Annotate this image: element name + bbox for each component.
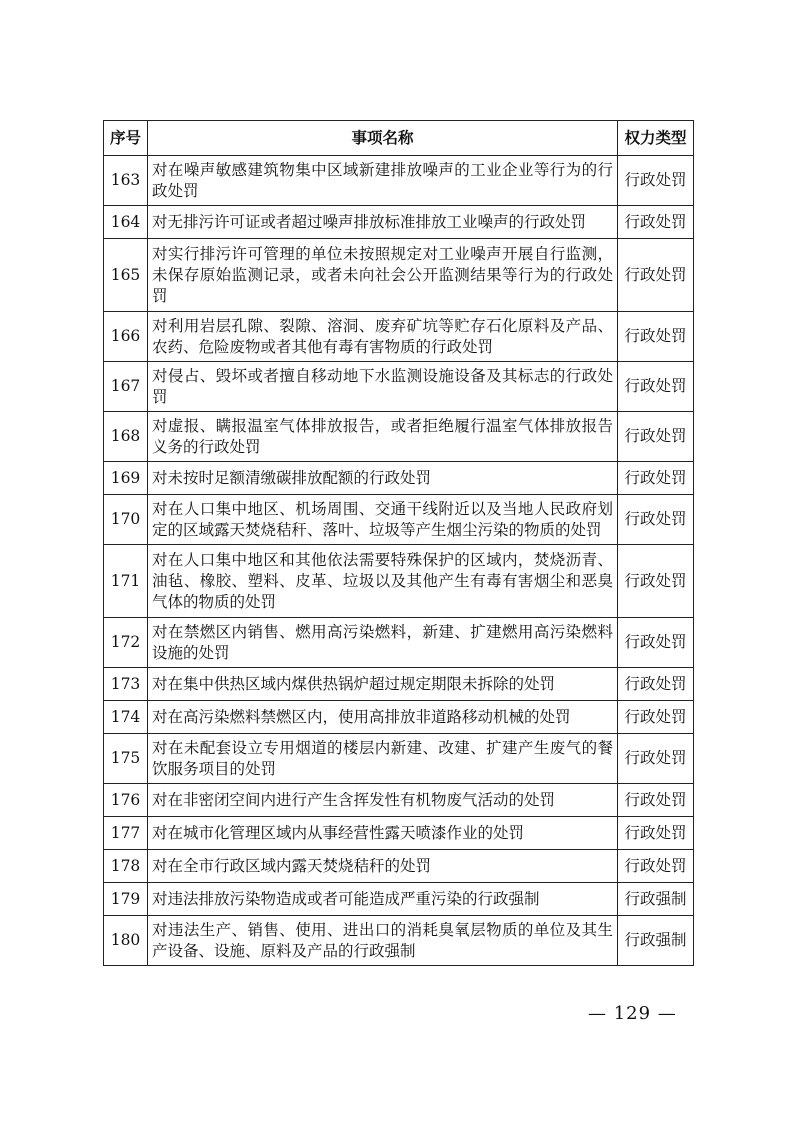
row-item-name: 对实行排污许可管理的单位未按照规定对工业噪声开展自行监测，未保存原始监测记录，或者未向社会公开监测结果等行为的行政处罚 (148, 239, 618, 312)
row-number: 175 (104, 734, 148, 784)
row-power-type: 行政处罚 (618, 701, 694, 734)
row-number: 178 (104, 850, 148, 883)
table-row (104, 412, 694, 462)
row-item-name: 对违法排放污染物造成或者可能造成严重污染的行政强制 (148, 883, 618, 916)
row-item-name: 对虚报、瞒报温室气体排放报告，或者拒绝履行温室气体排放报告义务的行政处罚 (148, 412, 618, 462)
row-number: 176 (104, 784, 148, 817)
row-number: 180 (104, 916, 148, 966)
row-item-name: 对无排污许可证或者超过噪声排放标准排放工业噪声的行政处罚 (148, 206, 618, 239)
row-number: 170 (104, 495, 148, 545)
table-row (104, 362, 694, 412)
header-name: 事项名称 (148, 121, 618, 156)
table-row (104, 206, 694, 239)
row-number: 171 (104, 545, 148, 618)
row-power-type: 行政处罚 (618, 850, 694, 883)
row-power-type: 行政处罚 (618, 618, 694, 668)
row-number: 164 (104, 206, 148, 239)
row-item-name: 对在未配套设立专用烟道的楼层内新建、改建、扩建产生废气的餐饮服务项目的处罚 (148, 734, 618, 784)
row-number: 165 (104, 239, 148, 312)
row-item-name: 对在城市化管理区域内从事经营性露天喷漆作业的处罚 (148, 817, 618, 850)
row-item-name: 对在禁燃区内销售、燃用高污染燃料，新建、扩建燃用高污染燃料设施的处罚 (148, 618, 618, 668)
row-item-name: 对在人口集中地区、机场周围、交通干线附近以及当地人民政府划定的区域露天焚烧秸秆、落叶、垃圾等产生烟尘污染的物质的处罚 (148, 495, 618, 545)
row-number: 163 (104, 156, 148, 206)
row-item-name: 对在非密闭空间内进行产生含挥发性有机物废气活动的处罚 (148, 784, 618, 817)
row-power-type: 行政处罚 (618, 312, 694, 362)
row-power-type: 行政处罚 (618, 668, 694, 701)
row-number: 179 (104, 883, 148, 916)
row-power-type: 行政处罚 (618, 817, 694, 850)
table-row (104, 618, 694, 668)
row-item-name: 对在全市行政区域内露天焚烧秸秆的处罚 (148, 850, 618, 883)
row-item-name: 对违法生产、销售、使用、进出口的消耗臭氧层物质的单位及其生产设备、设施、原料及产品的行政强制 (148, 916, 618, 966)
table-row (104, 495, 694, 545)
row-power-type: 行政强制 (618, 916, 694, 966)
header-no: 序号 (104, 121, 148, 156)
row-item-name: 对未按时足额清缴碳排放配额的行政处罚 (148, 462, 618, 495)
row-number: 172 (104, 618, 148, 668)
table-row (104, 784, 694, 817)
table-row (104, 239, 694, 312)
row-power-type: 行政处罚 (618, 545, 694, 618)
table-row (104, 156, 694, 206)
row-number: 167 (104, 362, 148, 412)
table-row (104, 817, 694, 850)
row-power-type: 行政处罚 (618, 412, 694, 462)
row-power-type: 行政处罚 (618, 734, 694, 784)
row-number: 169 (104, 462, 148, 495)
row-power-type: 行政处罚 (618, 462, 694, 495)
row-number: 177 (104, 817, 148, 850)
page-number: — 129 — (588, 1003, 677, 1024)
row-power-type: 行政处罚 (618, 784, 694, 817)
row-item-name: 对侵占、毁坏或者擅自移动地下水监测设施设备及其标志的行政处罚 (148, 362, 618, 412)
table-row (104, 545, 694, 618)
table-row (104, 734, 694, 784)
row-item-name: 对在噪声敏感建筑物集中区域新建排放噪声的工业企业等行为的行政处罚 (148, 156, 618, 206)
table-row (104, 668, 694, 701)
row-power-type: 行政强制 (618, 883, 694, 916)
table-row (104, 850, 694, 883)
row-number: 174 (104, 701, 148, 734)
row-number: 166 (104, 312, 148, 362)
row-power-type: 行政处罚 (618, 206, 694, 239)
row-item-name: 对在高污染燃料禁燃区内，使用高排放非道路移动机械的处罚 (148, 701, 618, 734)
row-power-type: 行政处罚 (618, 239, 694, 312)
header-type: 权力类型 (618, 121, 694, 156)
row-item-name: 对在人口集中地区和其他依法需要特殊保护的区域内，焚烧沥青、油毡、橡胶、塑料、皮革、垃圾以及其他产生有毒有害烟尘和恶臭气体的物质的处罚 (148, 545, 618, 618)
table-row (104, 462, 694, 495)
row-item-name: 对利用岩层孔隙、裂隙、溶洞、废弃矿坑等贮存石化原料及产品、农药、危险废物或者其他有毒有害物质的行政处罚 (148, 312, 618, 362)
table-row (104, 701, 694, 734)
table-row (104, 312, 694, 362)
table-row (104, 883, 694, 916)
table-row (104, 916, 694, 966)
row-number: 168 (104, 412, 148, 462)
row-number: 173 (104, 668, 148, 701)
row-item-name: 对在集中供热区域内煤供热锅炉超过规定期限未拆除的处罚 (148, 668, 618, 701)
row-power-type: 行政处罚 (618, 362, 694, 412)
permissions-table (103, 120, 694, 966)
row-power-type: 行政处罚 (618, 495, 694, 545)
row-power-type: 行政处罚 (618, 156, 694, 206)
table-header-row (104, 121, 694, 156)
